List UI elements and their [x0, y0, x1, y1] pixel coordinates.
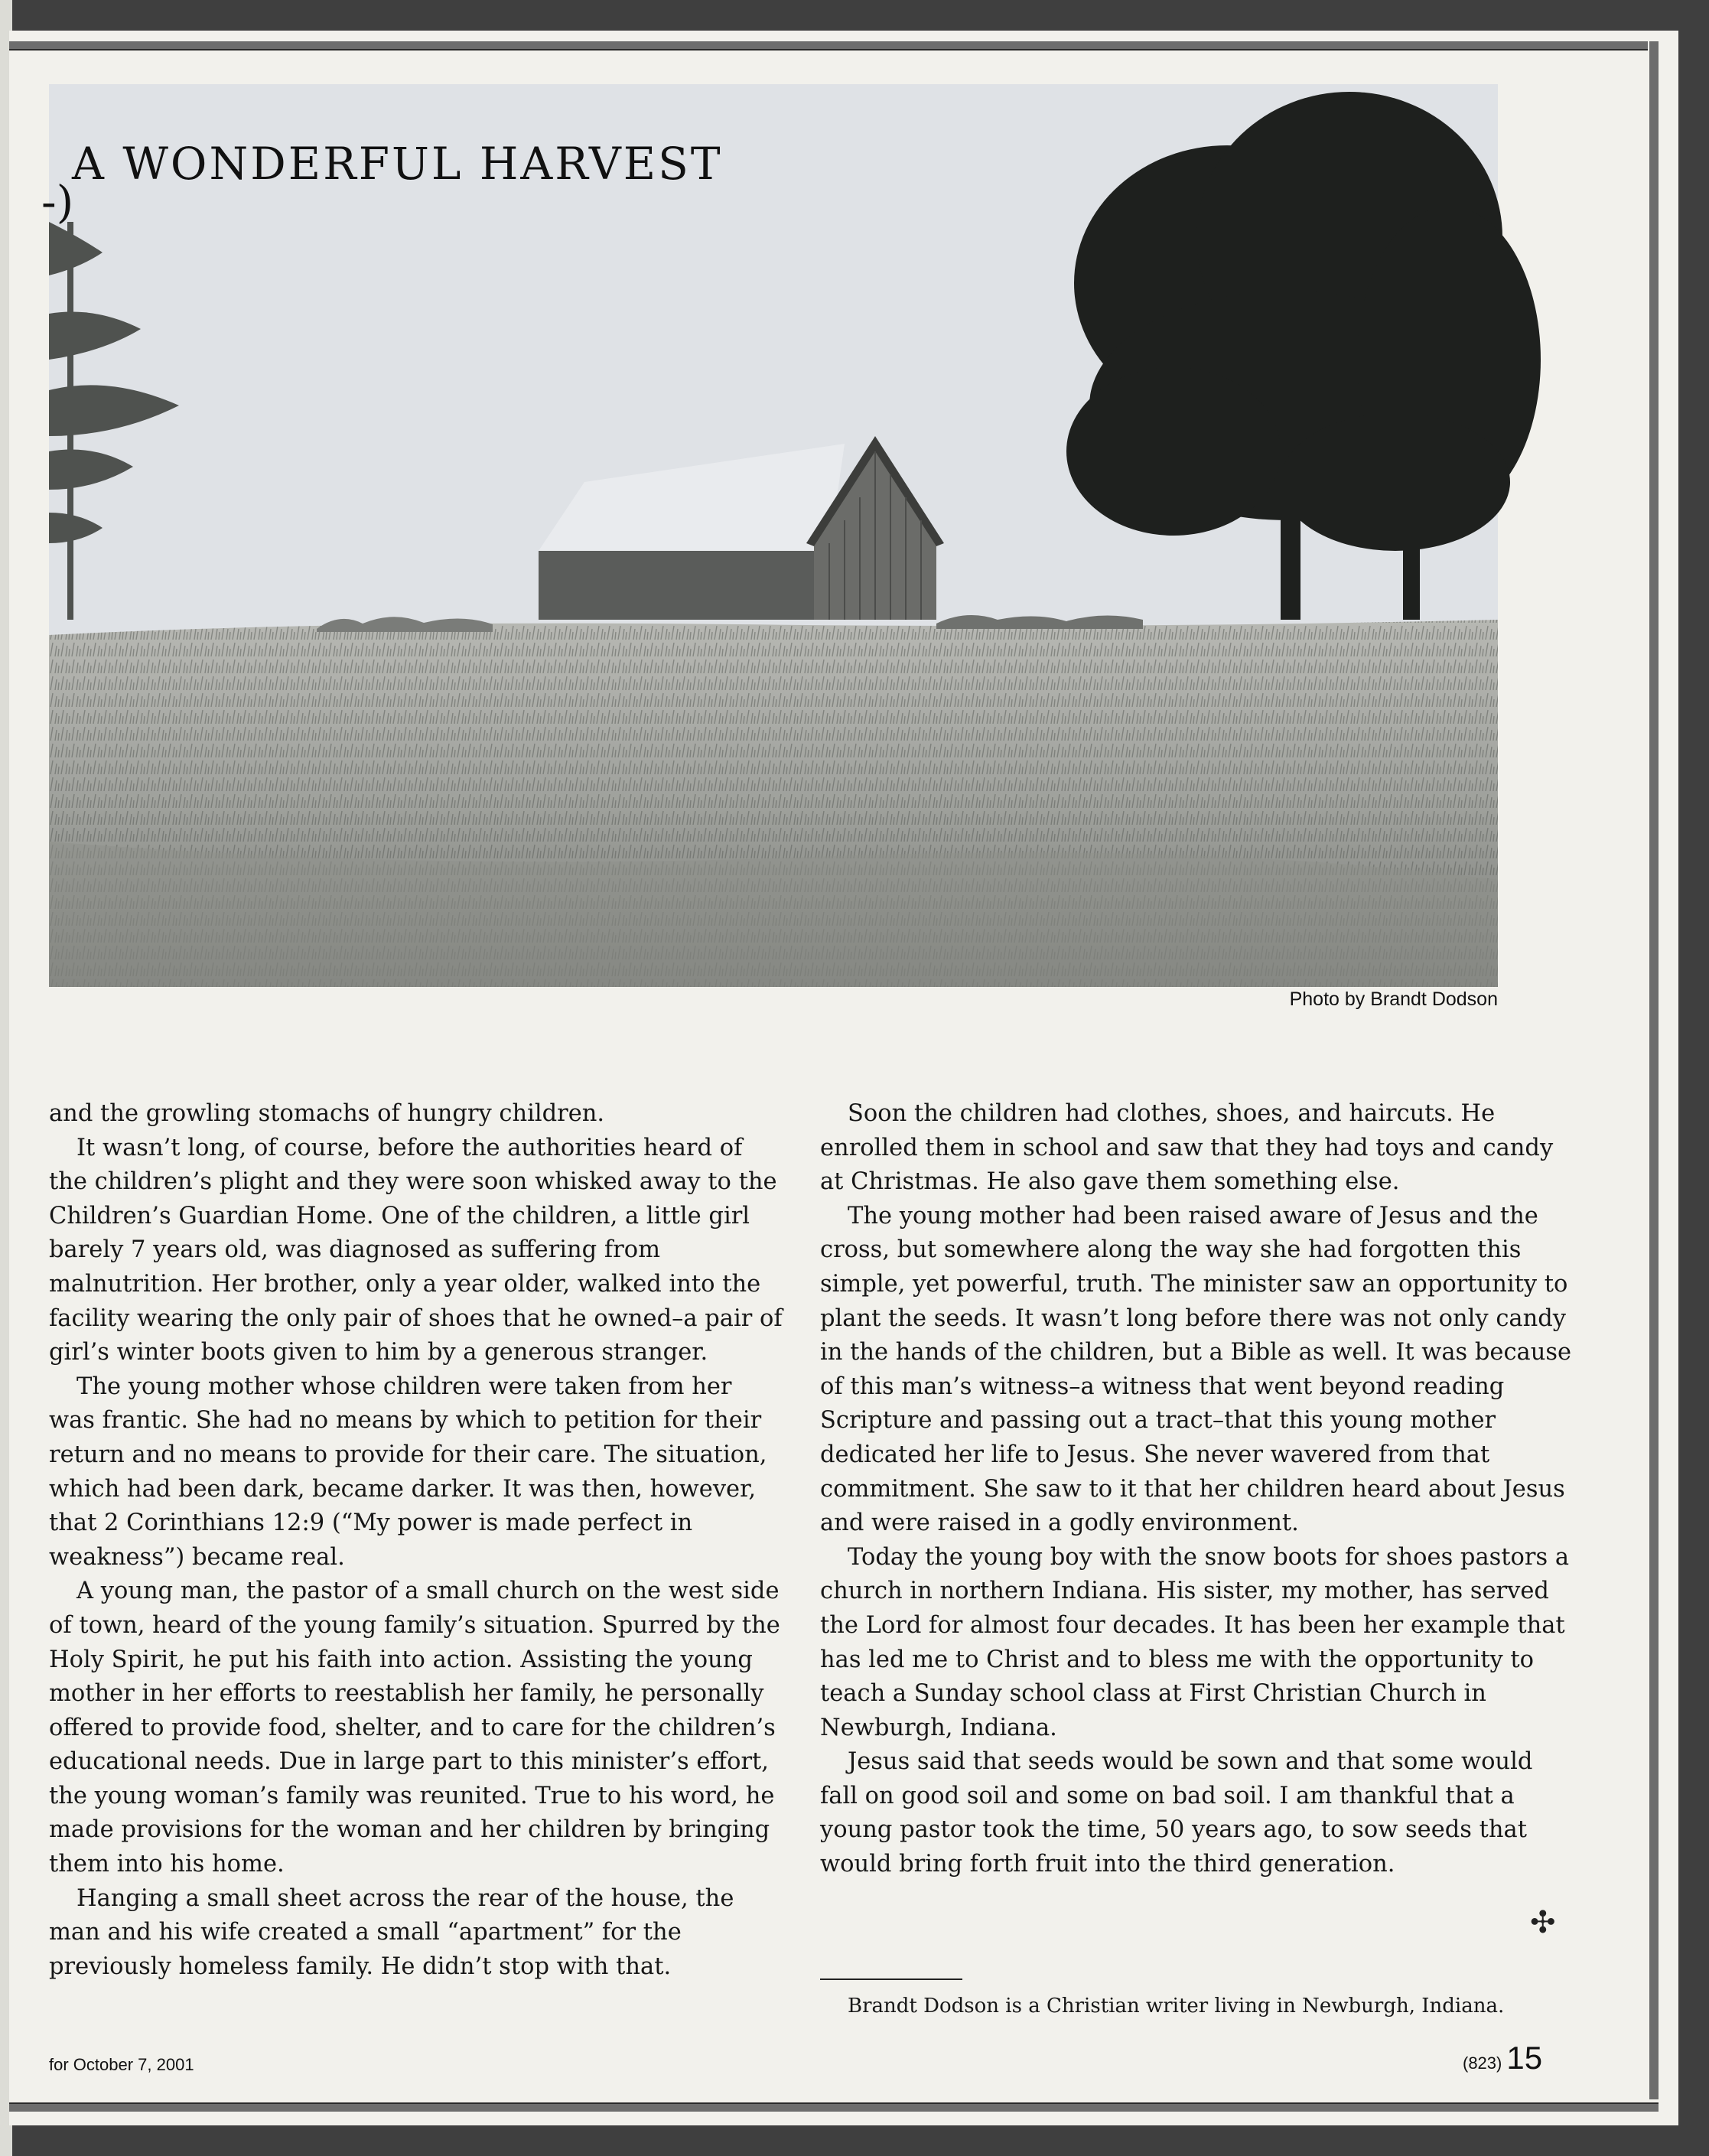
page-number-block — [1463, 2040, 1542, 2076]
paragraph: and the growling stomachs of hungry children. — [49, 1100, 605, 1127]
paragraph: The young mother whose children were taken from her was frantic. She had no means by which to petition for their return and no means to provide for their care. The situation, which had been dark, became darker. It was then, however, that 2 Corinthians 12:9 (“My power is made perfect in weakness”) became real. — [49, 1373, 767, 1571]
page-frame-top — [9, 41, 1648, 50]
paragraph: Soon the children had clothes, shoes, and haircuts. He enrolled them in school and saw that they had toys and candy at Christmas. He also gave them something else. — [820, 1100, 1554, 1196]
paragraph: A young man, the pastor of a small church on the west side of town, heard of the young family’s situation. Spurred by the Holy Spirit, he put his faith into action. Assisting the young mother in her efforts to reestablish her family, he personally offered to provide food, shelter, and to care for the children’s educational needs. Due in large part to this minister’s effort, the young woman’s family was reunited. True to his word, he made provisions for the woman and her children by bringing them into his home. — [49, 1578, 780, 1878]
article-column-left — [49, 1097, 783, 1984]
photo-credit: Photo by Brandt Dodson — [1289, 988, 1498, 1010]
article-column-right — [820, 1097, 1577, 1882]
paragraph: Today the young boy with the snow boots for shoes pastors a church in northern Indiana. His sister, my mother, has served the Lord for almost four decades. It has been her example that has led me to Christ and to bless me with the opportunity to teach a Sunday school class at First Christian Church in Newburgh, Indiana. — [820, 1543, 1570, 1741]
barn-field-photo — [41, 84, 1498, 987]
headline-fragment: -) — [41, 176, 74, 228]
paragraph: It wasn’t long, of course, before the authorities heard of the children’s plight and they were soon whisked away to the Children’s Guardian Home. One of the children, a little girl barely 7 years old, was diagnosed as suffering from malnutrition. Her brother, only a year older, walked into the facility wearing the only pair of shoes that he owned–a pair of girl’s winter boots given to him by a generous stranger. — [49, 1134, 783, 1366]
page-frame-right — [1649, 41, 1659, 2099]
barn-photo-illustration — [49, 84, 1498, 987]
page-frame-bottom — [9, 2102, 1659, 2112]
paragraph: Jesus said that seeds would be sown and that some would fall on good soil and some on bad soil. I am thankful that a young pastor took the time, 50 years ago, to sow seeds that would bring forth fruit into the third generation. — [820, 1748, 1533, 1878]
paragraph: The young mother had been raised aware of Jesus and the cross, but somewhere along the way she had forgotten this simple, yet powerful, truth. The minister saw an opportunity to plant the seeds. It wasn’t long before there was not only candy in the hands of the children, but a Bible as well. It was because of this man’s witness–a witness that went beyond reading Scripture and passing out a tract–that this young mother dedicated her life to Jesus. She never wavered from that commitment. She saw to it that her children heard about Jesus and were raised in a godly environment. — [820, 1202, 1572, 1537]
page-number: 15 — [1506, 2040, 1543, 2076]
author-bio: Brandt Dodson is a Christian writer living in Newburgh, Indiana. — [848, 1995, 1505, 2018]
magazine-page — [9, 31, 1678, 2125]
issue-date: for October 7, 2001 — [49, 2055, 194, 2074]
article-headline: A WONDERFUL HARVEST — [72, 138, 723, 190]
end-of-article-icon: ✣ — [1530, 1905, 1556, 1940]
page-reference: (823) — [1463, 2053, 1502, 2073]
paragraph: Hanging a small sheet across the rear of the house, the man and his wife created a small “apartment” for the previously homeless family. He didn’t stop with that. — [49, 1884, 734, 1980]
bio-divider — [820, 1979, 962, 1980]
